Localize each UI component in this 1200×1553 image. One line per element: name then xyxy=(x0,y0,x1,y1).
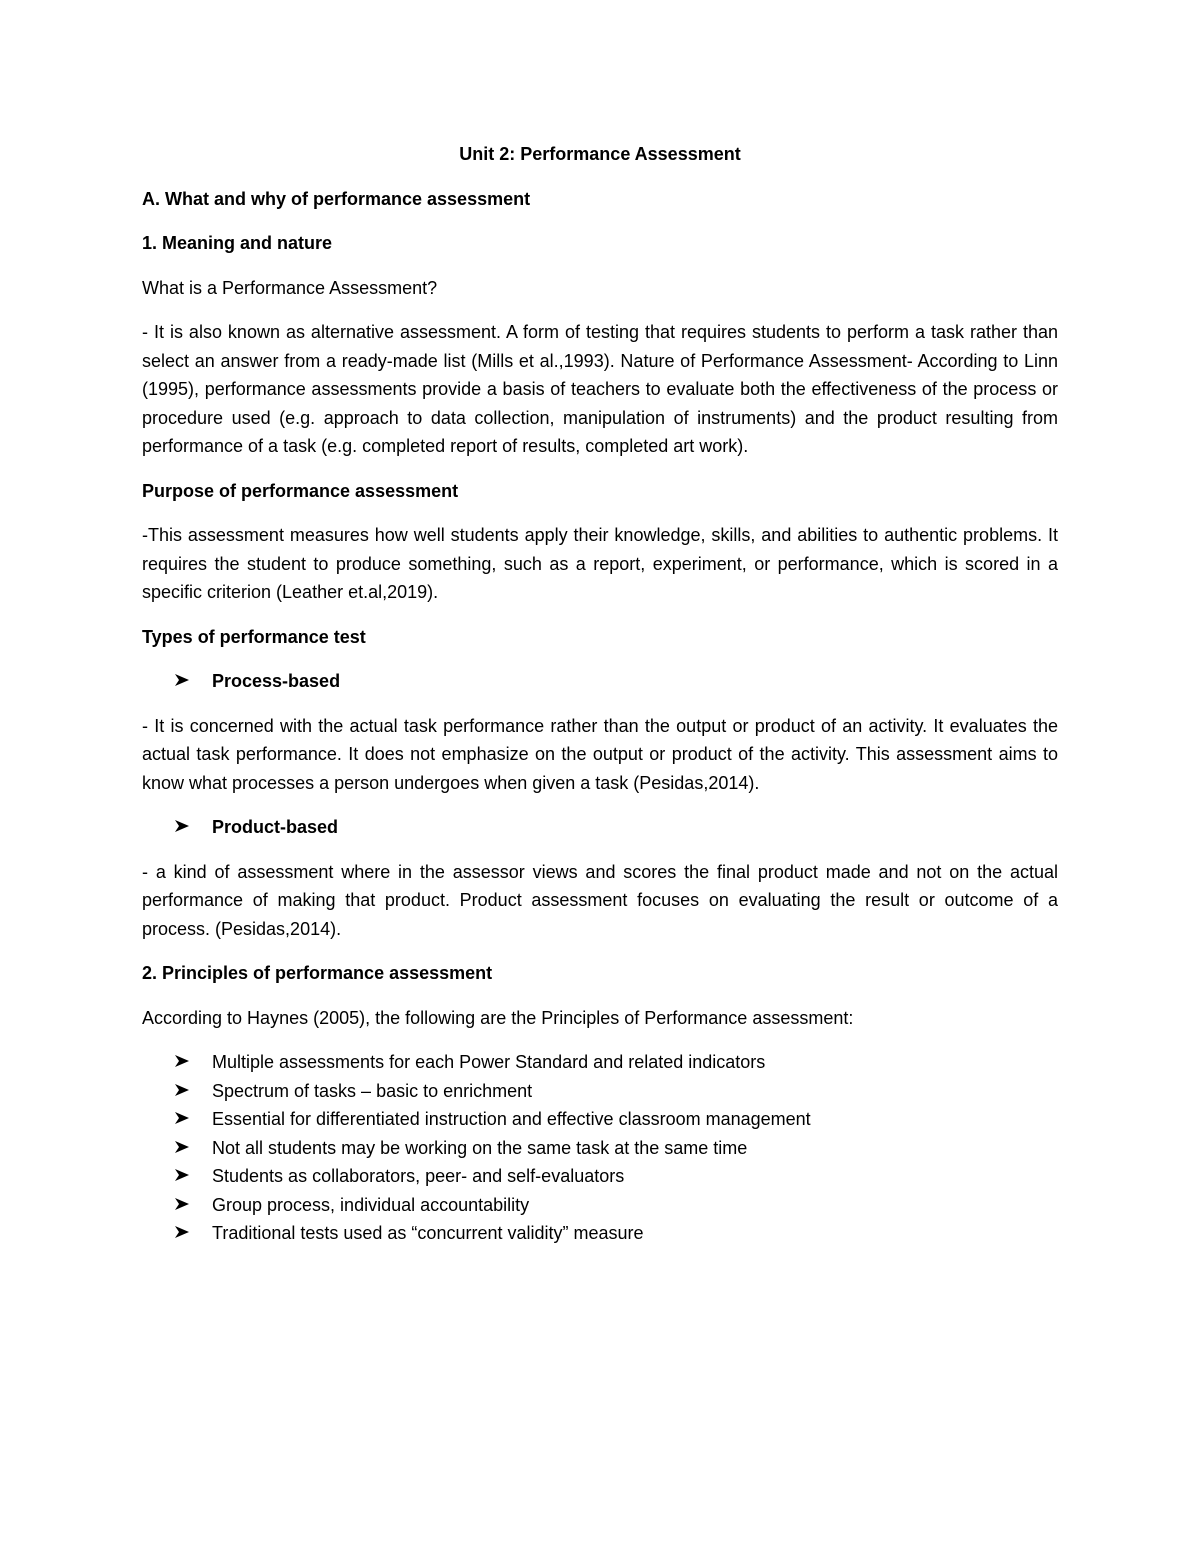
list-item xyxy=(142,1219,1058,1248)
document-title: Unit 2: Performance Assessment xyxy=(459,144,741,164)
principle-text: Traditional tests used as “concurrent validity” measure xyxy=(212,1223,644,1243)
list-item xyxy=(142,1105,1058,1134)
principle-text: Essential for differentiated instruction and effective classroom management xyxy=(212,1109,811,1129)
purpose-heading: Purpose of performance assessment xyxy=(142,480,459,501)
document-page xyxy=(142,140,1058,1248)
meaning-paragraph: - It is also known as alternative assessment. A form of testing that requires students to perform a task rather than select an answer from a ready-made list (Mills et al.,1993). Nature of Performance Assessment- According to Linn (1995), performance assessments provide a basis of teachers to evaluate both the effectiveness of the process or procedure used (e.g. approach to data collection, manipulation of instruments) and the product resulting from performance of a task (e.g. completed report of results, completed art work). xyxy=(142,322,1058,456)
arrow-bullet-icon xyxy=(174,1140,194,1154)
list-item xyxy=(142,1162,1058,1191)
principle-text: Group process, individual accountability xyxy=(212,1194,530,1215)
principle-text: Spectrum of tasks – basic to enrichment xyxy=(212,1080,533,1101)
arrow-bullet-icon xyxy=(174,1111,194,1125)
section-a-heading: A. What and why of performance assessment xyxy=(142,188,531,209)
list-item xyxy=(142,1191,1058,1220)
arrow-bullet-icon xyxy=(174,1054,194,1068)
principles-list xyxy=(142,1048,1058,1248)
process-paragraph: - It is concerned with the actual task performance rather than the output or product of an activity. It evaluates the actual task performance. It does not emphasize on the output or product of the activity. This assessment aims to know what processes a person undergoes when given a task (Pesidas,2014). xyxy=(142,715,1058,793)
principles-intro: According to Haynes (2005), the following are the Principles of Performance assessment: xyxy=(142,1007,854,1028)
product-based-label: Product-based xyxy=(212,817,339,837)
types-heading: Types of performance test xyxy=(142,626,366,647)
arrow-bullet-icon xyxy=(174,1197,194,1211)
principle-text: Students as collaborators, peer- and self-evaluators xyxy=(212,1166,625,1186)
subsection-1-heading: 1. Meaning and nature xyxy=(142,233,333,253)
question-text: What is a Performance Assessment? xyxy=(142,277,438,298)
arrow-bullet-icon xyxy=(174,1225,194,1239)
subsection-2-heading: 2. Principles of performance assessment xyxy=(142,963,493,983)
list-item xyxy=(142,1048,1058,1077)
arrow-bullet-icon xyxy=(174,1083,194,1097)
list-item xyxy=(142,1134,1058,1163)
process-based-bullet xyxy=(142,667,1058,696)
arrow-bullet-icon xyxy=(174,819,194,833)
principle-text: Not all students may be working on the same task at the same time xyxy=(212,1137,748,1158)
arrow-bullet-icon xyxy=(174,1168,194,1182)
product-based-bullet xyxy=(142,813,1058,842)
list-item xyxy=(142,1077,1058,1106)
arrow-bullet-icon xyxy=(174,673,194,687)
purpose-paragraph: -This assessment measures how well students apply their knowledge, skills, and abilities to authentic problems. It requires the student to produce something, such as a report, experiment, or performance, which is scored in a specific criterion (Leather et.al,2019). xyxy=(142,525,1058,602)
process-based-label: Process-based xyxy=(212,671,341,691)
principle-text: Multiple assessments for each Power Standard and related indicators xyxy=(212,1052,766,1072)
product-paragraph: - a kind of assessment where in the assessor views and scores the final product made and not on the actual performance of making that product. Product assessment focuses on evaluating the result or outcome of a process. (Pesidas,2014). xyxy=(142,861,1058,939)
